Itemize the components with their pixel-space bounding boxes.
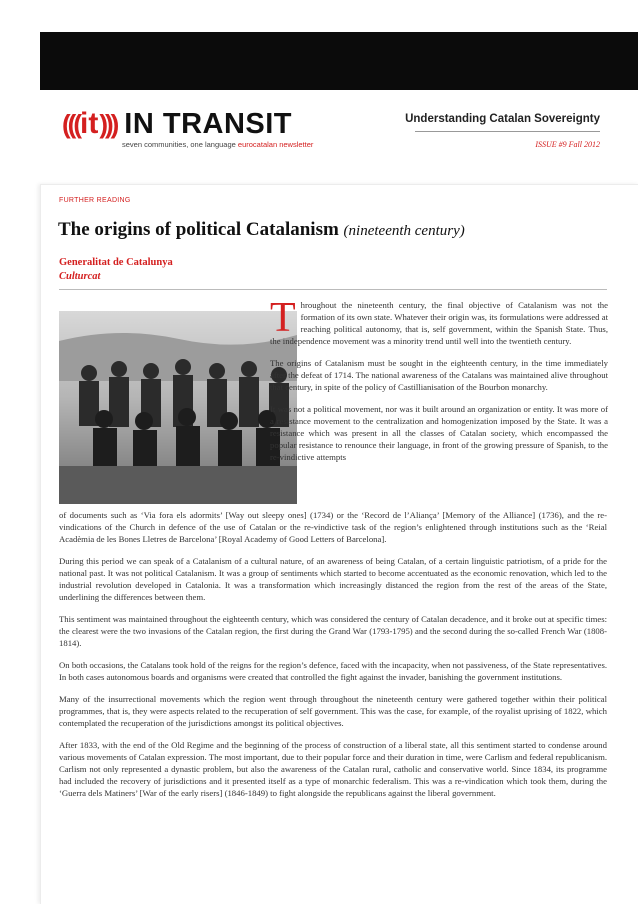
paragraph-5: This sentiment was maintained throughout the eighteenth century, which was considered the century of Catalan decadence, and it broke out at specific times: the clearest were the two invasions of the Catalan region, the first during the Grand War (1793-1795) and the second during the so-called French War (1808-1814). <box>59 614 607 648</box>
section-label: FURTHER READING <box>59 197 131 204</box>
broadcast-icon-right: ))) <box>99 109 117 139</box>
logo <box>62 104 292 144</box>
organization: Culturcat <box>59 271 101 282</box>
author: Generalitat de Catalunya <box>59 257 173 268</box>
drop-cap: T <box>270 295 296 341</box>
paragraph-3-start: It was not a political movement, nor was it built around an organization or entity. It was more of a resistance movement to the centralization and homogenization imposed by the State. It was a resistance which was present in all the classes of Catalan society, which encompassed the popular resistance to renounce their language, in front of the growing pressure of Spanish, to the re-vindictive attempts <box>270 404 608 462</box>
top-black-bar <box>40 32 638 90</box>
series-title: Understanding Catalan Sovereignty <box>405 113 600 125</box>
title-divider <box>59 289 607 290</box>
paragraph-1-text: hroughout the nineteenth century, the final objective of Catalanism was not the formation of its own state. Whatever their origin was, its formulations were addressed at reaching political autonomy, that is, self government, within the Spanish State. Thus, the independence movement was a minority trend until well into the twentieth century. <box>270 300 608 346</box>
issue-label: ISSUE #9 Fall 2012 <box>535 140 600 149</box>
historical-group-photo <box>59 311 297 504</box>
broadcast-icon: ((( <box>62 109 79 139</box>
logo-it: it <box>79 107 99 140</box>
tagline-newsletter: eurocatalan newsletter <box>237 140 314 149</box>
article-column-right <box>270 295 608 473</box>
paragraph-2: The origins of Catalanism must be sought in the eighteenth century, in the time immediately after the defeat of 1714. The national awareness of the Catalans was maintained alive throughout that century, in spite of the policy of Castillianisation of the Bourbon monarchy. <box>270 358 608 392</box>
title-subtitle: (nineteenth century) <box>343 223 465 239</box>
tagline-main: seven communities, one language <box>122 140 236 149</box>
masthead-rule <box>415 131 600 132</box>
tagline <box>122 140 313 149</box>
paragraph-8: After 1833, with the end of the Old Regime and the beginning of the process of construction of a liberal state, all this sentiment started to condense around various movements of Catalan expression. The most important, due to their popular force and their duration in time, were Carlism and federal republicanism. Carlism not only represented a dynastic problem, but also the awareness of the Catalan rural, catholic and conservative world. Since 1834, its programme had included the recovery of jurisdictions and it presented itself as a type of monarchic federalism. This was a re-vindication which took them, during the ‘Guerra dels Matiners’ [War of the early risers] (1846-1849) to fight alongside the republicans against the liberal government. <box>59 740 607 798</box>
article-panel <box>40 184 638 904</box>
title-main: The origins of political Catalanism <box>58 219 339 240</box>
paragraph-6: On both occasions, the Catalans took hold of the reigns for the region’s defence, faced with the incapacity, when not passiveness, of the State representatives. In both cases autonomous boards and organisms were created that controlled the fight against the invader, banishing the government institutions. <box>59 660 607 682</box>
masthead <box>40 98 600 168</box>
paragraph-1 <box>270 295 608 347</box>
article-body-full-width <box>59 509 607 809</box>
article-title <box>58 219 465 241</box>
paragraph-7: Many of the insurrectional movements which the region went through throughout the nineteenth century were gathered together within their political programmes, that is, they were aspects related to the recuperation of self government. This was the case, for example, of the royalist uprising of 1822, which contemplated the recuperation of the jurisdictions amongst its political objectives. <box>59 694 607 728</box>
paragraph-4: During this period we can speak of a Catalanism of a cultural nature, of an awareness of being Catalan, of a certain linguistic patriotism, of a pride for the national past. It was not political Catalanism. It was a group of sentiments which started to become accentuated as the economic renovation, which led to the industrial revolution developed in Catalonia. It was a transformation which increasingly distanced the region from the rest of the areas of the State, underlining the differences between them. <box>59 556 607 602</box>
logo-name: IN TRANSIT <box>124 107 293 140</box>
paragraph-3-continued: of documents such as ‘Via fora els adormits’ [Way out sleepy ones] (1734) or the ‘Record de l’Aliança’ [Memory of the Alliance] (1736), and the re-vindications of the Church in defence of the use of Catalan or the re-vindictive task of the region’s enlightened through institutions such as the ‘Reial Acadèmia de les Bones Lletres de Barcelona’ [Royal Academy of Good Letters of Barcelona]. <box>59 510 607 544</box>
photo-graphic <box>59 311 297 504</box>
